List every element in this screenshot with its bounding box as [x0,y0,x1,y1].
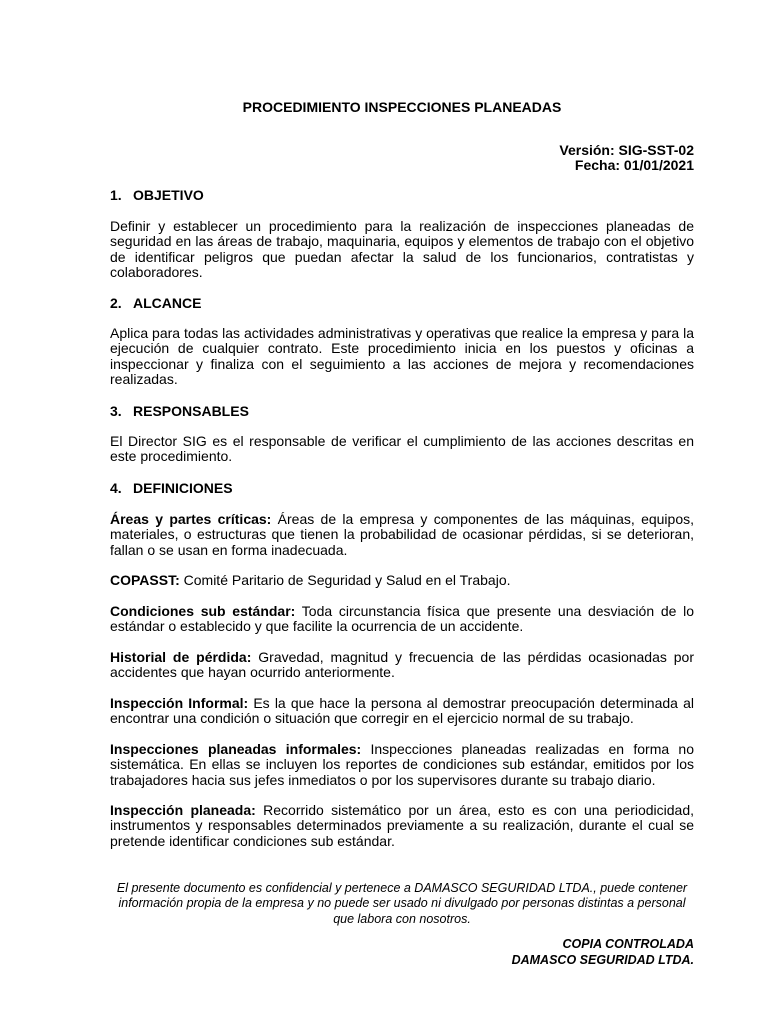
section-heading-alcance [110,296,201,311]
controlled-copy-stamp [512,937,694,968]
definition-term: Inspección planeada: [110,802,256,818]
confidentiality-notice: El presente documento es confidencial y pertenece a DAMASCO SEGURIDAD LTDA., puede contener información propia de la empresa y no puede ser usado ni divulgado por personas distintas a personal que labora con nosotros. [116,881,688,926]
definition-text: Gravedad, magnitud y frecuencia de las pérdidas ocasionadas por accidentes que hayan ocurrido anteriormente. [110,649,694,681]
section-heading-objetivo [110,188,204,203]
definition-item [110,803,694,849]
definition-term: Historial de pérdida: [110,649,252,665]
definition-text: Es la que hace la persona al demostrar preocupación determinada al encontrar una condición o situación que corregir en el ejercicio normal de su trabajo. [110,695,694,727]
definition-text: Comité Paritario de Seguridad y Salud en el Trabajo. [179,572,511,588]
section-number: 2. [110,295,122,311]
definition-item [110,650,694,681]
definition-text: Recorrido sistemático por un área, esto es con una periodicidad, instrumentos y responsables determinados previamente a su realización, durante el cual se pretende identificar condiciones sub estándar. [110,802,695,849]
document-date: Fecha: 01/01/2021 [574,157,694,173]
definition-text: Toda circunstancia física que presente una desviación de lo estándar o establecido y que facilite la ocurrencia de un accidente. [110,603,695,635]
definition-term: Condiciones sub estándar: [110,603,296,619]
definition-term: COPASST: [110,572,180,588]
document-title: PROCEDIMIENTO INSPECCIONES PLANEADAS [242,99,562,115]
section-number: 3. [110,403,122,419]
section-title: ALCANCE [133,295,202,311]
definition-item [110,604,694,635]
definition-term: Áreas y partes críticas: [110,511,272,527]
section-heading-responsables [110,404,249,419]
stamp-line-copia: COPIA CONTROLADA [562,937,694,951]
document-version: Versión: SIG-SST-02 [559,142,694,158]
section-heading-definiciones [110,481,233,496]
definition-term: Inspección Informal: [110,695,249,711]
section-text-responsables: El Director SIG es el responsable de verificar el cumplimiento de las acciones descritas en este procedimiento. [110,433,694,465]
definition-item [110,696,694,727]
section-title: DEFINICIONES [133,480,233,496]
definition-term: Inspecciones planeadas informales: [110,741,362,757]
definition-text: Inspecciones planeadas realizadas en forma no sistemática. En ellas se incluyen los reportes de condiciones sub estándar, emitidos por los trabajadores hacia sus jefes inmediatos o por los supervisores durante su trabajo diario. [110,741,694,788]
definition-item [110,512,694,558]
definition-text: Áreas de la empresa y componentes de las máquinas, equipos, materiales, o estructuras que tienen la probabilidad de ocasionar pérdidas, si se deterioran, fallan o se usan en forma inadecuada. [110,511,695,558]
definition-item [110,742,694,788]
definition-item [110,573,694,588]
section-number: 1. [110,187,122,203]
section-text-objetivo: Definir y establecer un procedimiento para la realización de inspecciones planeadas de seguridad en las áreas de trabajo, maquinaria, equipos y elementos de trabajo con el objetivo de identificar peligros que puedan afectar la salud de los funcionarios, contratistas y colaboradores. [110,218,694,280]
stamp-line-company: DAMASCO SEGURIDAD LTDA. [511,952,694,967]
section-title: OBJETIVO [133,187,204,203]
section-text-alcance: Aplica para todas las actividades administrativas y operativas que realice la empresa y para la ejecución de cualquier contrato. Este procedimiento inicia en los puestos y oficinas a inspeccionar y finaliza con el seguimiento a las acciones de mejora y recomendaciones realizadas. [110,325,694,387]
section-title: RESPONSABLES [133,403,249,419]
section-number: 4. [110,480,122,496]
document-meta [559,143,694,173]
